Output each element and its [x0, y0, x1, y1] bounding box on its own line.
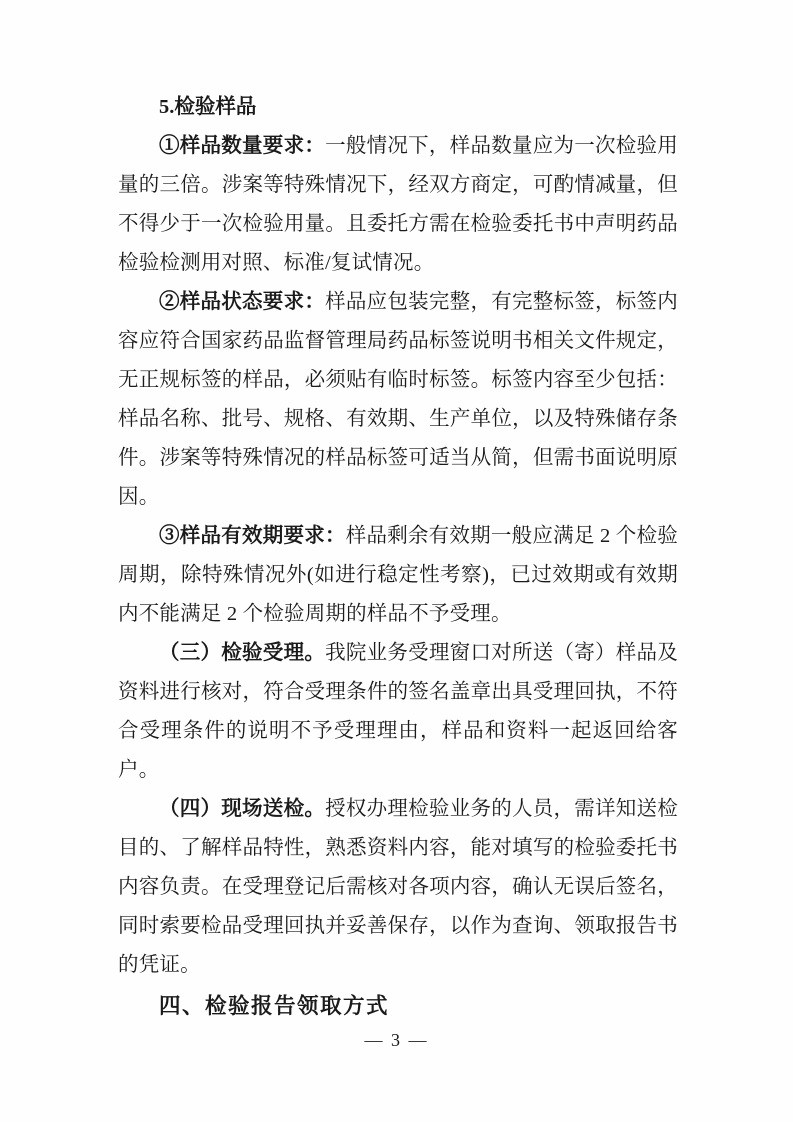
page-number: — 3 — — [364, 1030, 429, 1050]
paragraph-onsite-delivery — [118, 790, 678, 985]
paragraph-text-inspection-acceptance: 我院业务受理窗口对所送（寄）样品及资料进行核对，符合受理条件的签名盖章出具受理回执，不符合受理条件的说明不予受理理由，样品和资料一起返回给客户。 — [118, 642, 678, 781]
paragraph-lead-sample-quantity: ①样品数量要求： — [159, 135, 326, 157]
paragraph-text-sample-status: 样品应包装完整，有完整标签，标签内容应符合国家药品监督管理局药品标签说明书相关文件规定，无正规标签的样品，必须贴有临时标签。标签内容至少包括：样品名称、批号、规格、有效期、生产单位，以及特殊储存条件。涉案等特殊情况的样品标签可适当从简，但需书面说明原因。 — [118, 291, 678, 508]
paragraph-text-sample-quantity: 一般情况下，样品数量应为一次检验用量的三倍。涉案等特殊情况下，经双方商定，可酌情减量，但不得少于一次检验用量。且委托方需在检验委托书中声明药品检验检测用对照、标准/复试情况。 — [118, 135, 678, 274]
paragraph-lead-inspection-acceptance: （三）检验受理。 — [159, 642, 326, 664]
paragraph-lead-sample-status: ②样品状态要求： — [159, 291, 326, 313]
document-body — [118, 88, 678, 1026]
paragraph-text-onsite-delivery: 授权办理检验业务的人员，需详知送检目的、了解样品特性，熟悉资料内容，能对填写的检验委托书内容负责。在受理登记后需核对各项内容，确认无误后签名，同时索要检品受理回执并妥善保存，以作为查询、领取报告书的凭证。 — [118, 798, 678, 976]
paragraph-sample-status — [118, 283, 678, 517]
section-heading-5: 5.检验样品 — [159, 96, 257, 118]
paragraph-lead-onsite-delivery: （四）现场送检。 — [159, 798, 326, 820]
section-heading-4: 四、检验报告领取方式 — [159, 994, 390, 1018]
paragraph-sample-validity — [118, 517, 678, 634]
paragraph-sample-quantity — [118, 127, 678, 283]
paragraph-lead-sample-validity: ③样品有效期要求： — [159, 525, 346, 547]
paragraph-text-sample-validity: 样品剩余有效期一般应满足 2 个检验周期，除特殊情况外(如进行稳定性考察)，已过效期或有效期内不能满足 2 个检验周期的样品不予受理。 — [118, 525, 678, 625]
paragraph-inspection-acceptance — [118, 634, 678, 790]
